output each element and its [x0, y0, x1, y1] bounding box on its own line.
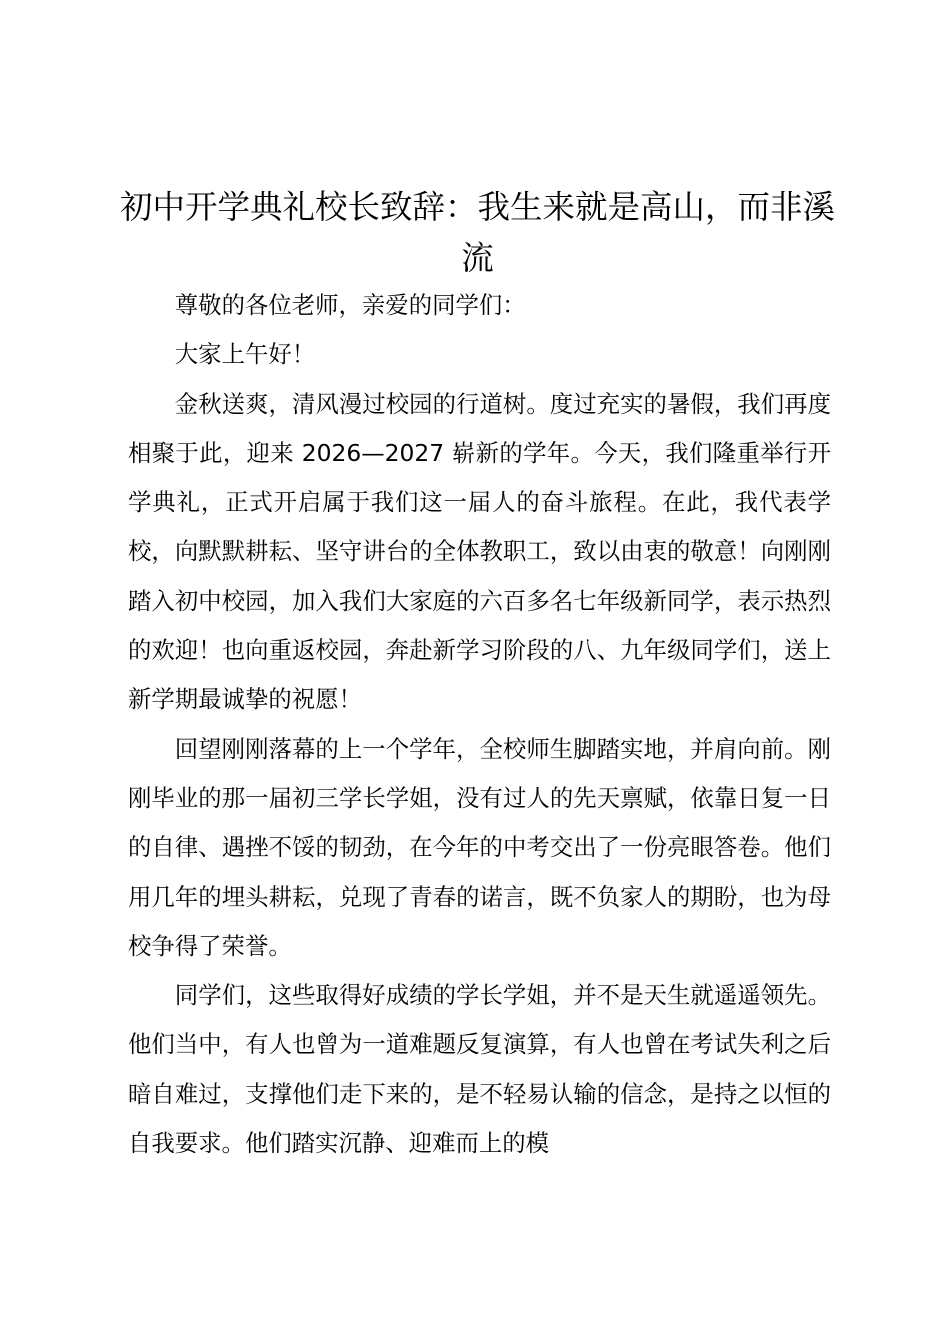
paragraph-welcome: 金秋送爽，清风漫过校园的行道树。度过充实的暑假，我们再度相聚于此，迎来 2026—2027 崭新的学年。今天，我们隆重举行开学典礼，正式开启属于我们这一届人的奋斗旅程。在此，我代表学校，向默默耕耘、坚守讲台的全体教职工，致以由衷的敬意！向刚刚踏入初中校园，加入我们大家庭的六百多名七年级新同学，表示热烈的欢迎！也向重返校园，奔赴新学习阶段的八、九年级同学们，送上新学期最诚挚的祝愿！ — [128, 389, 831, 714]
document-title: 初中开学典礼校长致辞：我生来就是高山，而非溪流 — [120, 188, 836, 277]
paragraph-review: 回望刚刚落幕的上一个学年，全校师生脚踏实地，并肩向前。刚刚毕业的那一届初三学长学姐，没有过人的先天禀赋，依靠日复一日的自律、遇挫不馁的韧劲，在今年的中考交出了一份亮眼答卷。他们用几年的埋头耕耘，兑现了青春的诺言，既不负家人的期盼，也为母校争得了荣誉。 — [128, 734, 831, 960]
paragraph-examples: 同学们，这些取得好成绩的学长学姐，并不是天生就遥遥领先。他们当中，有人也曾为一道难题反复演算，有人也曾在考试失利之后暗自难过，支撑他们走下来的，是不轻易认输的信念，是持之以恒的自我要求。他们踏实沉静、迎难而上的模 — [128, 981, 831, 1158]
paragraph-salutation: 尊敬的各位老师，亲爱的同学们： — [174, 291, 526, 319]
document-body — [128, 281, 831, 1168]
paragraph-greeting: 大家上午好！ — [174, 340, 316, 369]
